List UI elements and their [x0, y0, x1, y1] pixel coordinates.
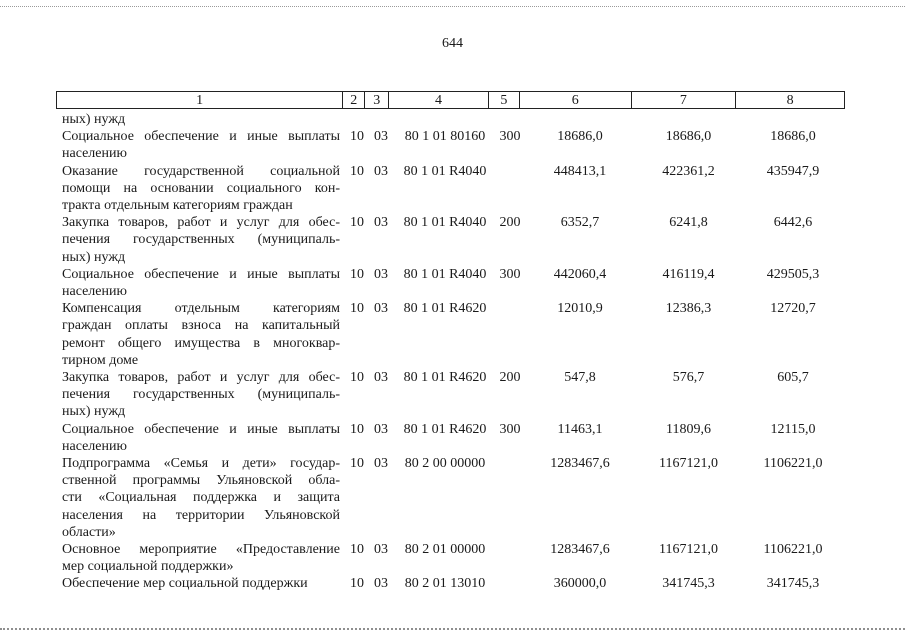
description-line: тракта отдельным категориям граждан — [62, 198, 293, 214]
cell-col-3: 03 — [374, 266, 388, 282]
cell-col-2: 10 — [350, 129, 364, 145]
cell-col-2: 10 — [350, 266, 364, 282]
description-line: печения государственных (муниципаль- — [62, 232, 340, 248]
cell-col-3: 03 — [374, 421, 388, 437]
description-line: Закупка товаров, работ и услуг для обес- — [62, 370, 340, 386]
cell-col-4: 80 1 01 R4620 — [403, 370, 487, 386]
cell-col-8: 12720,7 — [770, 301, 816, 317]
row-description — [56, 575, 346, 592]
cell-col-3: 03 — [374, 542, 388, 558]
cell-col-6: 442060,4 — [553, 266, 607, 282]
description-line: сти «Социальная поддержка и защита — [62, 490, 340, 506]
cell-col-3 — [368, 111, 394, 128]
cell-col-2: 10 — [350, 370, 364, 386]
description-line: Социальное обеспечение и иные выплаты — [62, 129, 340, 145]
row-description — [56, 541, 346, 575]
cell-col-5 — [496, 455, 524, 541]
cell-col-7: 416119,4 — [662, 266, 715, 282]
cell-col-8: 435947,9 — [766, 163, 820, 179]
cell-col-7: 341745,3 — [662, 576, 715, 592]
description-line: Оказание государственной социальной — [62, 163, 340, 179]
cell-col-5 — [496, 111, 524, 128]
cell-col-3: 03 — [374, 163, 388, 179]
header-col-4: 4 — [389, 92, 489, 108]
cell-col-5: 300 — [499, 421, 521, 437]
cell-col-7: 11809,6 — [666, 421, 711, 437]
cell-col-4 — [394, 111, 496, 128]
cell-col-8: 1106221,0 — [763, 542, 823, 558]
cell-col-6: 1283467,6 — [550, 456, 610, 472]
cell-col-5: 300 — [499, 129, 521, 145]
cell-col-6: 448413,1 — [553, 163, 607, 179]
row-description — [56, 455, 346, 541]
cell-col-4: 80 1 01 R4040 — [403, 163, 487, 179]
cell-col-5: 200 — [499, 370, 521, 386]
cell-col-2: 10 — [350, 215, 364, 231]
cell-col-3: 03 — [374, 456, 388, 472]
cell-col-2: 10 — [350, 163, 364, 179]
cell-col-2: 10 — [350, 542, 364, 558]
cell-col-4: 80 1 01 R4040 — [403, 215, 487, 231]
description-line: граждан оплаты взноса на капитальный — [62, 318, 340, 334]
header-col-7: 7 — [632, 92, 737, 108]
row-description — [56, 369, 346, 421]
table-row — [56, 455, 845, 541]
cell-col-8: 18686,0 — [770, 129, 816, 145]
cell-col-3: 03 — [374, 129, 388, 145]
cell-col-4: 80 1 01 R4620 — [403, 421, 487, 437]
bottom-dotted-rule — [0, 628, 905, 630]
description-line: населению — [62, 438, 127, 454]
cell-col-5: 200 — [499, 215, 521, 231]
description-line: ремонт общего имущества в многоквар- — [62, 335, 340, 351]
cell-col-8: 1106221,0 — [763, 456, 823, 472]
cell-col-7: 18686,0 — [665, 129, 712, 145]
header-col-2: 2 — [343, 92, 365, 108]
description-line: Компенсация отдельным категориям — [62, 301, 340, 317]
header-col-8: 8 — [786, 93, 794, 108]
table-row — [56, 266, 845, 300]
row-description — [56, 266, 346, 300]
description-line: мер социальной поддержки» — [62, 559, 234, 575]
row-description — [56, 421, 346, 455]
cell-col-6 — [524, 111, 636, 128]
cell-col-8: 6442,6 — [773, 215, 813, 231]
table-row — [56, 111, 845, 128]
cell-col-3: 03 — [374, 576, 388, 592]
cell-col-3: 03 — [374, 215, 388, 231]
cell-col-6: 360000,0 — [553, 576, 607, 592]
description-line: населению — [62, 146, 127, 162]
cell-col-7: 1167121,0 — [659, 456, 718, 472]
cell-col-8: 429505,3 — [766, 266, 820, 282]
table-row — [56, 421, 845, 455]
description-line: ственной программы Ульяновской обла- — [62, 473, 340, 489]
description-line: ных) нужд — [62, 249, 126, 265]
header-col-6: 6 — [520, 92, 632, 108]
page-number: 644 — [442, 36, 463, 51]
cell-col-6: 547,8 — [564, 370, 596, 386]
cell-col-8: 341745,3 — [766, 576, 820, 592]
cell-col-6: 6352,7 — [560, 215, 600, 231]
description-line: ных) нужд — [62, 404, 126, 420]
description-line: ных) нужд — [62, 112, 126, 127]
cell-col-7 — [636, 111, 741, 128]
cell-col-7: 6241,8 — [669, 215, 708, 231]
cell-col-5 — [496, 575, 524, 592]
cell-col-5 — [496, 163, 524, 215]
cell-col-6: 11463,1 — [557, 421, 603, 437]
header-col-3: 3 — [365, 92, 389, 108]
table-row — [56, 541, 845, 575]
cell-col-4: 80 1 01 80160 — [404, 129, 486, 145]
description-line: тирном доме — [62, 352, 139, 368]
cell-col-4: 80 2 01 00000 — [404, 542, 486, 558]
description-line: населению — [62, 284, 127, 300]
cell-col-4: 80 1 01 R4040 — [403, 266, 487, 282]
cell-col-4: 80 2 01 13010 — [404, 576, 486, 592]
table-row — [56, 163, 845, 215]
cell-col-7: 1167121,0 — [659, 542, 718, 558]
cell-col-2: 10 — [350, 301, 364, 317]
row-description — [56, 163, 346, 215]
cell-col-5: 300 — [499, 266, 521, 282]
cell-col-8 — [741, 111, 845, 128]
cell-col-2: 10 — [350, 456, 364, 472]
table-row — [56, 369, 845, 421]
cell-col-4: 80 2 00 00000 — [404, 456, 486, 472]
description-line: помощи на основании социального кон- — [62, 180, 340, 196]
cell-col-8: 605,7 — [777, 370, 809, 386]
description-line: населения на территории Ульяновской — [62, 507, 340, 523]
table-row — [56, 575, 845, 592]
row-description — [56, 214, 346, 266]
top-dotted-rule — [0, 6, 905, 7]
description-line: Социальное обеспечение и иные выплаты — [62, 266, 340, 282]
cell-col-7: 576,7 — [672, 370, 705, 386]
table-row — [56, 128, 845, 162]
description-line: Подпрограмма «Семья и дети» государ- — [62, 456, 340, 472]
table-row — [56, 214, 845, 266]
header-col-5: 5 — [489, 92, 520, 108]
row-description — [56, 111, 346, 128]
cell-col-6: 12010,9 — [557, 301, 603, 317]
cell-col-8: 12115,0 — [770, 421, 816, 437]
row-description — [56, 128, 346, 162]
table-row — [56, 300, 845, 369]
cell-col-6: 1283467,6 — [550, 542, 610, 558]
header-col-1: 1 — [57, 92, 343, 108]
cell-col-2: 10 — [350, 576, 364, 592]
cell-col-4: 80 1 01 R4620 — [403, 301, 487, 317]
description-line: Обеспечение мер социальной поддержки — [62, 576, 308, 592]
description-line: области» — [62, 524, 116, 540]
table-header — [56, 91, 845, 109]
cell-col-3: 03 — [374, 301, 388, 317]
description-line: Закупка товаров, работ и услуг для обес- — [62, 215, 340, 231]
description-line: Социальное обеспечение и иные выплаты — [62, 421, 340, 437]
table-body — [56, 111, 845, 593]
cell-col-2: 10 — [350, 421, 364, 437]
description-line: Основное мероприятие «Предоставление — [62, 542, 340, 558]
cell-col-6: 18686,0 — [557, 129, 603, 145]
cell-col-2 — [346, 111, 368, 128]
description-line: печения государственных (муниципаль- — [62, 387, 340, 403]
cell-col-5 — [496, 300, 524, 369]
cell-col-7: 12386,3 — [665, 301, 712, 317]
cell-col-5 — [496, 541, 524, 575]
cell-col-3: 03 — [374, 370, 388, 386]
cell-col-7: 422361,2 — [662, 163, 715, 179]
row-description — [56, 300, 346, 369]
